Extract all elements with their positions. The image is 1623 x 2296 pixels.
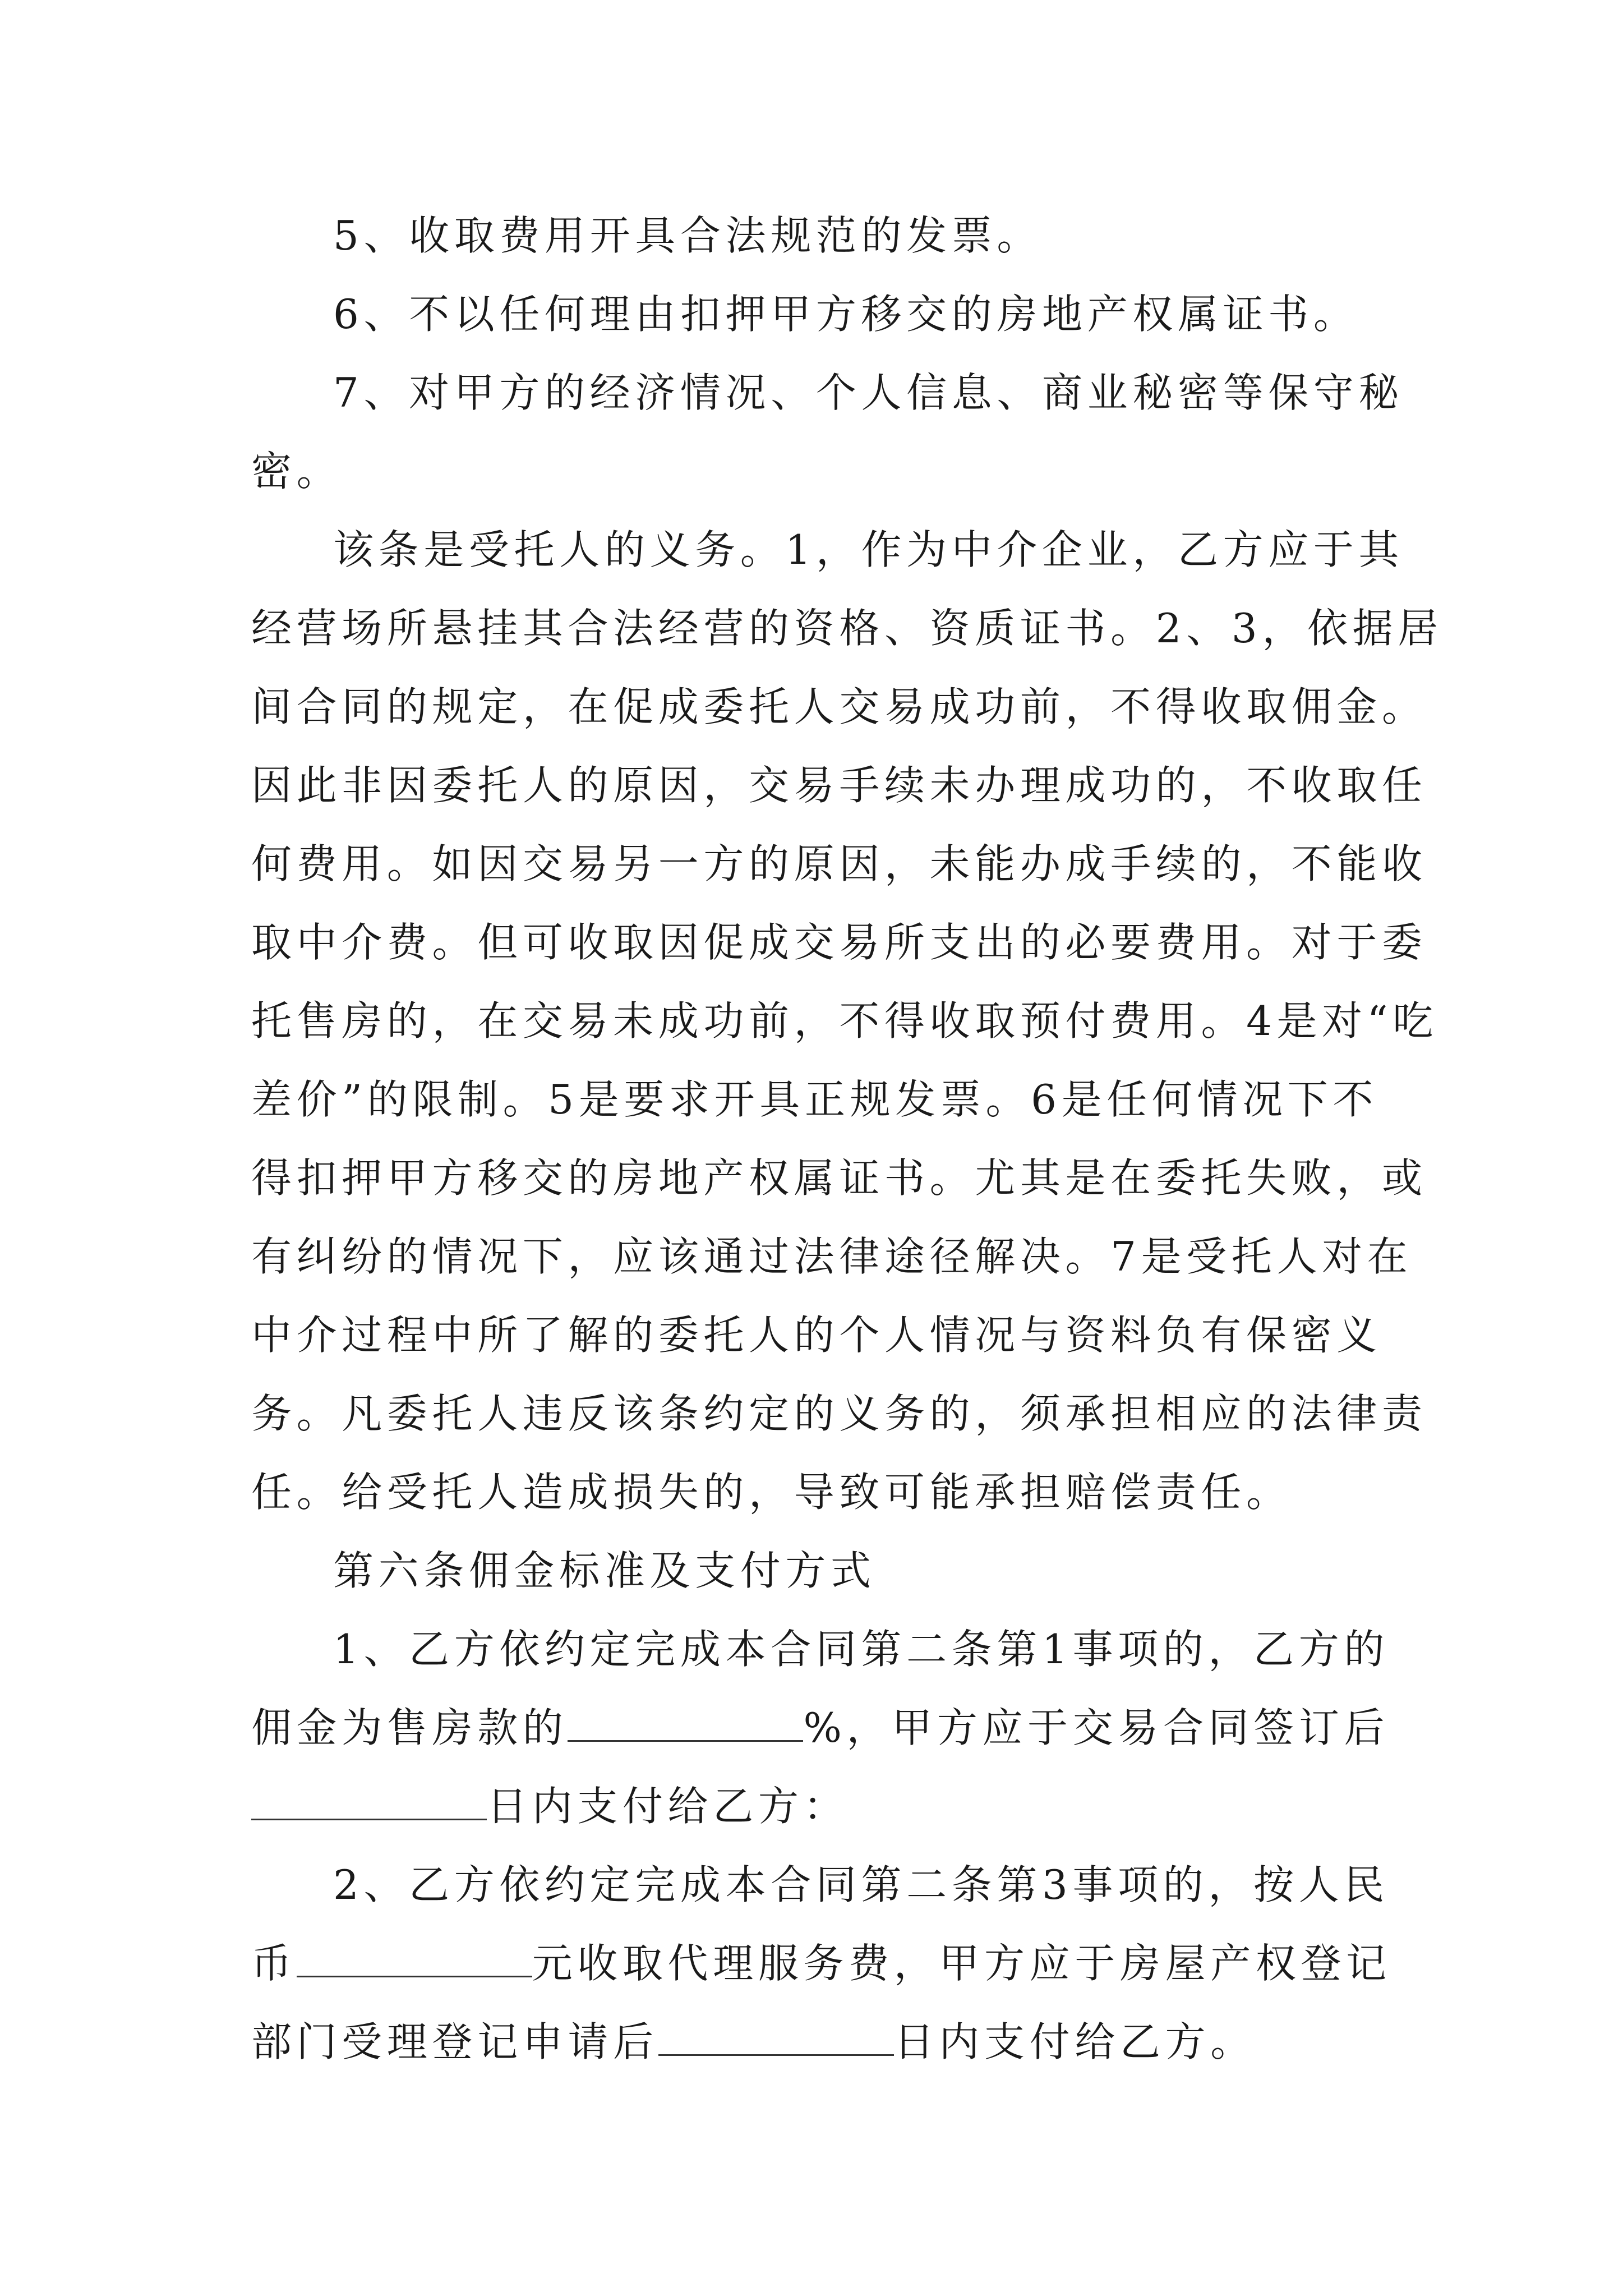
explanation-line: 何费用。如因交易另一方的原因，未能办成手续的，不能收 — [251, 840, 1427, 887]
commission-item-1: 1、乙方依约定完成本合同第二条第1事项的，乙方的 — [333, 1626, 1389, 1673]
commission-text: 元收取代理服务费，甲方应于房屋产权登记 — [532, 1940, 1391, 1987]
commission-text: 日内支付给乙方。 — [893, 2018, 1256, 2065]
commission-item-2: 2、乙方依约定完成本合同第二条第3事项的，按人民 — [333, 1861, 1389, 1908]
clause-item-7: 7、对甲方的经济情况、个人信息、商业秘密等保守秘 — [333, 369, 1404, 416]
explanation-line: 因此非因委托人的原因，交易手续未办理成功的，不收取任 — [251, 762, 1427, 809]
blank-days — [658, 2022, 894, 2056]
blank-amount — [297, 1943, 532, 1977]
commission-item-1-line2 — [251, 1700, 1389, 1756]
blank-days — [251, 1786, 487, 1820]
section-heading: 第六条佣金标准及支付方式 — [333, 1547, 876, 1594]
blank-percentage — [568, 1708, 803, 1742]
commission-text: 部门受理登记申请后 — [251, 2018, 658, 2065]
explanation-line: 该条是受托人的义务。1，作为中介企业，乙方应于其 — [333, 526, 1404, 573]
commission-item-1-line3 — [251, 1778, 849, 1834]
commission-item-2-line2 — [251, 1935, 1391, 1991]
explanation-line: 经营场所悬挂其合法经营的资格、资质证书。2、3，依据居 — [251, 605, 1443, 652]
explanation-line: 得扣押甲方移交的房地产权属证书。尤其是在委托失败，或 — [251, 1154, 1427, 1202]
commission-text: 币 — [251, 1940, 297, 1987]
explanation-line: 中介过程中所了解的委托人的个人情况与资料负有保密义 — [251, 1312, 1382, 1359]
explanation-line: 间合同的规定，在促成委托人交易成功前，不得收取佣金。 — [251, 683, 1427, 730]
explanation-line: 任。给受托人造成损失的，导致可能承担赔偿责任。 — [251, 1469, 1292, 1516]
explanation-line: 托售房的，在交易未成功前，不得收取预付费用。4是对“吃 — [251, 997, 1438, 1045]
explanation-line: 务。凡委托人违反该条约定的义务的，须承担相应的法律责 — [251, 1390, 1427, 1437]
clause-item-5: 5、收取费用开具合法规范的发票。 — [333, 212, 1043, 259]
explanation-line: 取中介费。但可收取因促成交易所支出的必要费用。对于委 — [251, 919, 1427, 966]
commission-text: %，甲方应于交易合同签订后 — [803, 1704, 1390, 1751]
commission-text: 佣金为售房款的 — [251, 1704, 568, 1751]
commission-text: 日内支付给乙方： — [487, 1783, 849, 1830]
clause-item-6: 6、不以任何理由扣押甲方移交的房地产权属证书。 — [333, 291, 1359, 338]
clause-item-7-continued: 密。 — [251, 448, 342, 495]
explanation-line: 有纠纷的情况下，应该通过法律途径解决。7是受托人对在 — [251, 1233, 1413, 1280]
commission-item-2-line3 — [251, 2014, 1256, 2070]
explanation-line: 差价”的限制。5是要求开具正规发票。6是任何情况下不 — [251, 1076, 1378, 1123]
